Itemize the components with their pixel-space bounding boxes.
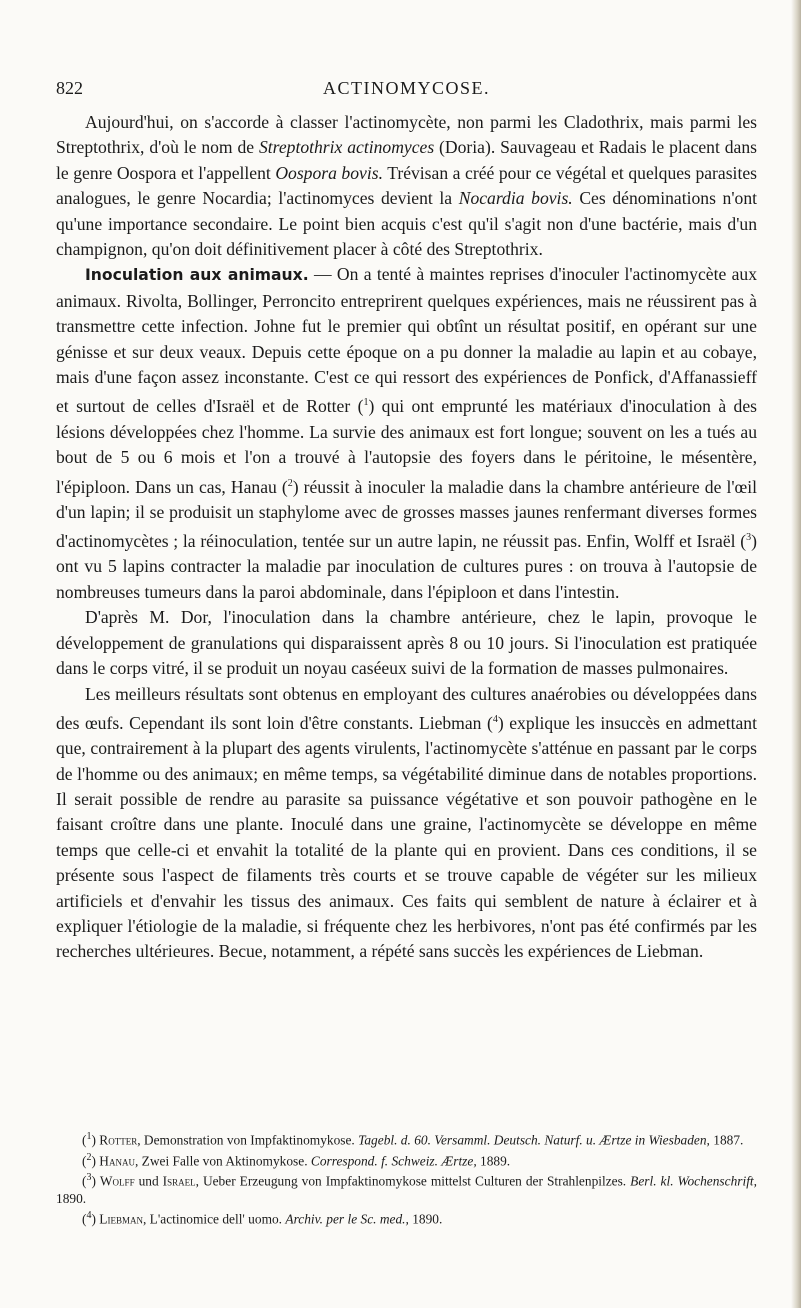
- footnote-text: Demonstration von Impfaktinomykose.: [140, 1132, 359, 1148]
- paragraph-inoculation: [56, 262, 757, 605]
- p1-italic-1: Streptothrix actinomyces: [258, 137, 435, 158]
- p1-text-2: (Doria). Sauvageau et Radais le placent dans le genre Oospora et l'appellent: [56, 137, 757, 183]
- p1-italic-3: Nocardia bovis.: [458, 188, 573, 209]
- footnote-num: 1: [86, 1131, 92, 1142]
- p1-text-1: Aujourd'hui, on s'accorde à classer l'actinomycète, non parmi les Cladothrix, mais parmi les Streptothrix, d'où le nom de: [56, 112, 757, 158]
- footnote-num: 3: [86, 1172, 92, 1184]
- footnote-author: Liebman,: [99, 1211, 147, 1227]
- footnote-text: und: [134, 1173, 163, 1189]
- p4-text-2: ) explique les insuccès en admettant que, contrairement à la plupart des agents virulents, l'actinomycète s'atténue en passant par le corps de l'homme ou des animaux; en même temps, sa végétabilité diminue dans de notables proportions. Il serait possible de rendre au parasite sa puissance végétative et son pouvoir pathogène en le faisant croître dans une plante. Inoculé dans une graine, l'actinomycète se développe en même temps que celle-ci et envahit la totalité de la plante qui en provient. Dans ces conditions, il se présente sous l'aspect de filaments très courts et se trouve capable de végéter sur les milieux artificiels et d'envahir les tissus des animaux. Ces faits qui semblent de nature à éclairer et à expliquer l'étiologie de la maladie, si fréquente chez les herbivores, n'ont pas été confirmés par les recherches ultérieures. Becue, notamment, a répété sans succès les expériences de Liebman.: [56, 712, 757, 962]
- footnote-author-2: Israel,: [162, 1173, 199, 1189]
- footnote-journal: Berl. kl. Wochenschrift,: [630, 1173, 757, 1189]
- running-title: ACTINOMYCOSE.: [322, 78, 490, 98]
- footnote-text-2: Ueber Erzeugung von Impfaktinomykose mittelst Culturen der Strahlenpilzes.: [198, 1173, 631, 1189]
- p2-text-4: ) ont vu 5 lapins contracter la maladie par inoculation de cultures pures : on trouva à l'autopsie de nombreuses tumeurs dans la paroi abdominale, dans l'épiploon et dans l'intestin.: [56, 531, 757, 602]
- footnote-journal: Archiv. per le Sc. med.,: [285, 1211, 409, 1227]
- p2-text-3: ) réussit à inoculer la maladie dans la chambre antérieure de l'œil d'un lapin; il se produisit un staphylome avec de grosses masses jaunes renfermant diverses formes d'actinomycètes ; la réinoculation, tentée sur un autre lapin, ne réussit pas. Enfin, Wolff et Israël (: [56, 476, 757, 552]
- page-body: [56, 78, 757, 965]
- footnote-journal: Correspond. f. Schweiz. Ærtze,: [310, 1153, 477, 1169]
- footnote-author: Wolff: [99, 1173, 135, 1189]
- footnote-4: ($^4$) Liebman, L'actinomice dell' uomo. Archiv. per le Sc. med., 1890.: [82, 1210, 443, 1227]
- p1-text-3: Trévisan a créé pour ce végétal et quelques parasites analogues, le genre Nocardia; l'actinomyces devient la: [56, 162, 757, 209]
- footnote-year: 1890.: [56, 1191, 87, 1207]
- footnote-1: ($^1$) Rotter, Demonstration von Impfaktinomykose. Tagebl. d. 60. Versamml. Deutsch. Naturf. u. Ærtze in Wiesbaden, 1887.: [82, 1131, 744, 1148]
- scan-edge-shadow: [791, 0, 801, 1308]
- paragraph-liebman: [56, 682, 757, 965]
- footnote-num: 2: [86, 1151, 92, 1163]
- footnote-year: 1889.: [476, 1153, 511, 1169]
- footnote-2: ($^2$) Hanau, Zwei Falle von Aktinomykose. Correspond. f. Schweiz. Ærtze, 1889.: [82, 1151, 511, 1169]
- footnote-year: 1890.: [408, 1211, 443, 1227]
- p2-text-2: ) qui ont emprunté les matériaux d'inoculation à des lésions développées chez l'homme. La survie des animaux est fort longue; souvent on les a tués au bout de 5 ou 6 mois et l'on a trouvé à l'autopsie des foyers dans le péritoine, le mésentère, l'épiploon. Dans un cas, Hanau (: [56, 396, 757, 497]
- paragraph-dor: D'après M. Dor, l'inoculation dans la chambre antérieure, chez le lapin, provoque le développement de granulations qui disparaissent après 8 ou 10 jours. Si l'inoculation est pratiquée dans le corps vitré, il se produit un noyau caséeux suivi de la formation de masses pulmonaires.: [56, 607, 757, 679]
- paragraph-classification: [56, 110, 757, 262]
- page-number: 822: [56, 78, 83, 98]
- p4-text-1: Les meilleurs résultats sont obtenus en employant des cultures anaérobies ou développées dans des œufs. Cependant ils sont loin d'être constants. Liebman (: [56, 683, 757, 733]
- p2-text-1: — On a tenté à maintes reprises d'inoculer l'actinomycète aux animaux. Rivolta, Bollinger, Perroncito entreprirent quelques expériences, mais ne réussirent pas à transmettre cette infection. Johne fut le premier qui obtînt un résultat positif, en opérant sur une génisse et sur deux veaux. Depuis cette époque on a pu donner la maladie au lapin et au cobaye, mais d'une façon assez inconstante. C'est ce qui ressort des expériences de Ponfick, d'Affanassieff et surtout de celles d'Israël et de Rotter (: [56, 264, 758, 417]
- p1-italic-2: Oospora bovis.: [275, 162, 383, 183]
- footnote-num: 4: [86, 1210, 92, 1222]
- footnote-ref-3: 3: [746, 532, 752, 544]
- footnote-3: ($^3$) Wolff und Israel, Ueber Erzeugung von Impfaktinomykose mittelst Culturen der Strahlenpilzes. Berl. kl. Wochenschrift, 1890.: [56, 1172, 757, 1207]
- footnote-ref-2: 2: [287, 477, 293, 489]
- p1-text-4: Ces dénominations n'ont qu'une importance secondaire. Le point bien acquis c'est qu'il s'agit non d'une bactérie, mais d'un champignon, qu'on doit définitivement placer à côté des Streptothrix.: [56, 188, 758, 260]
- footnote-year: 1887.: [709, 1132, 744, 1148]
- footnote-author: Hanau,: [99, 1153, 139, 1169]
- footnotes: [56, 1128, 757, 1228]
- page-header: [56, 78, 757, 102]
- footnote-author: Rotter,: [99, 1132, 141, 1148]
- section-title-inoculation: Inoculation aux animaux.: [85, 266, 309, 285]
- footnote-text: Zwei Falle von Aktinomykose.: [138, 1153, 311, 1169]
- footnote-ref-1: 1: [363, 397, 369, 409]
- footnote-ref-4: 4: [492, 713, 498, 725]
- footnote-text: L'actinomice dell' uomo.: [146, 1211, 286, 1227]
- footnote-journal: Tagebl. d. 60. Versamml. Deutsch. Naturf. u. Ærtze in Wiesbaden,: [358, 1132, 710, 1148]
